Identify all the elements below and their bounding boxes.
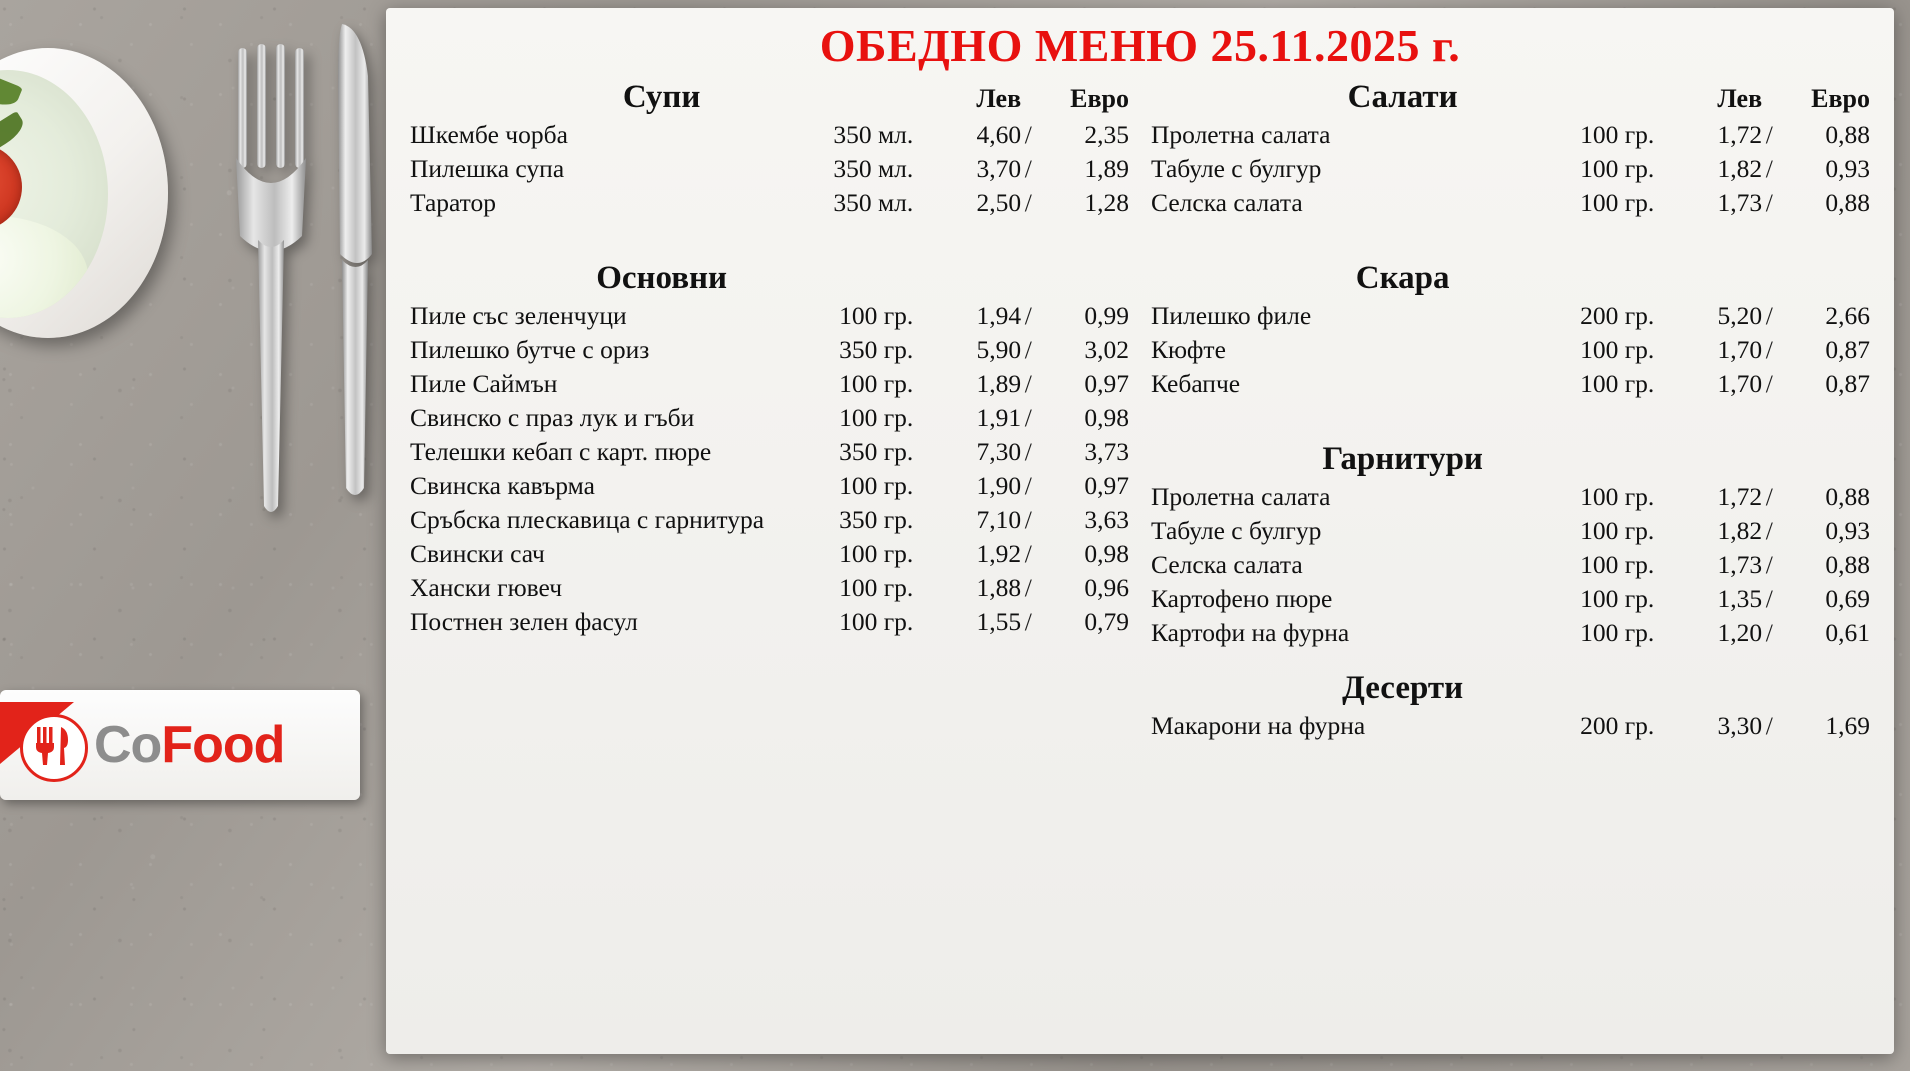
lettuce-leaf-icon: [0, 111, 28, 155]
menu-item-name: Телешки кебап с карт. пюре: [410, 436, 712, 466]
menu-item-price-euro: 0,97: [1084, 368, 1129, 398]
menu-item-quantity: 100 гр.: [1580, 153, 1655, 183]
menu-item-name: Пилешка супа: [410, 153, 565, 183]
menu-table-right: [1151, 77, 1870, 743]
menu-left-column: [410, 77, 1129, 743]
price-separator: /: [1024, 572, 1032, 602]
menu-item-row: [1151, 514, 1870, 548]
menu-item-quantity: 350 гр.: [839, 504, 914, 534]
logo-text-co: Co: [94, 716, 162, 774]
menu-item-row: [410, 605, 1129, 639]
menu-columns: [386, 73, 1894, 743]
menu-card: [386, 8, 1894, 1054]
menu-item-price-euro: 0,98: [1084, 402, 1129, 432]
menu-item-row: [410, 299, 1129, 333]
menu-item-quantity: 100 гр.: [839, 368, 914, 398]
menu-item-row: [1151, 480, 1870, 514]
column-header-lev: [1654, 258, 1762, 299]
menu-item-row: [1151, 152, 1870, 186]
menu-item-price-lev: 7,10: [976, 504, 1022, 534]
lettuce-leaf-icon: [0, 70, 23, 112]
page-title: ОБЕДНО МЕНЮ 25.11.2025 г.: [819, 20, 1461, 71]
menu-item-name: Картофено пюре: [1151, 583, 1333, 613]
price-separator: /: [1024, 334, 1032, 364]
menu-item-price-lev: 1,73: [1717, 187, 1763, 217]
menu-item-row: [410, 469, 1129, 503]
column-header-euro: [1777, 439, 1870, 480]
menu-item-name: Свинска кавърма: [410, 470, 595, 500]
price-separator: /: [1765, 549, 1773, 579]
menu-item-quantity: 350 гр.: [839, 334, 914, 364]
menu-item-name: Таратор: [410, 187, 496, 217]
menu-item-price-euro: 0,96: [1084, 572, 1129, 602]
section-title: Салати: [1347, 78, 1458, 115]
menu-item-price-euro: 1,89: [1084, 153, 1129, 183]
menu-item-name: Пиле Саймън: [410, 368, 558, 398]
price-separator: /: [1024, 153, 1032, 183]
logo-mark-icon: [10, 706, 88, 784]
menu-item-price-euro: 3,63: [1084, 504, 1129, 534]
menu-item-price-lev: 2,50: [976, 187, 1022, 217]
price-separator: /: [1765, 187, 1773, 217]
menu-item-name: Макарони на фурна: [1151, 710, 1366, 740]
menu-item-row: [410, 503, 1129, 537]
menu-item-price-lev: 1,72: [1717, 481, 1763, 511]
price-separator: /: [1024, 470, 1032, 500]
menu-item-row: [410, 186, 1129, 220]
price-separator: /: [1765, 515, 1773, 545]
price-separator: /: [1024, 368, 1032, 398]
menu-item-row: [410, 152, 1129, 186]
menu-item-price-euro: 0,87: [1825, 334, 1870, 364]
price-separator: /: [1765, 119, 1773, 149]
cutlery-icon: [23, 717, 79, 773]
menu-item-name: Кебапче: [1151, 368, 1241, 398]
menu-item-price-lev: 1,20: [1717, 617, 1763, 647]
menu-item-quantity: 100 гр.: [839, 470, 914, 500]
section-header-row: [410, 258, 1129, 299]
section-title: Десерти: [1342, 669, 1464, 706]
menu-item-name: Сръбска плескавица с гарнитура: [410, 504, 765, 534]
price-separator: /: [1765, 368, 1773, 398]
menu-item-name: Пилешко филе: [1151, 300, 1312, 330]
price-separator: /: [1765, 334, 1773, 364]
column-header-sep: [1021, 258, 1035, 299]
section-header-row: [1151, 77, 1870, 118]
menu-item-quantity: 100 гр.: [1580, 119, 1655, 149]
section-title: Основни: [596, 259, 728, 296]
menu-item-name: Свински сач: [410, 538, 545, 568]
price-separator: /: [1765, 481, 1773, 511]
price-separator: /: [1024, 300, 1032, 330]
section-spacer: [410, 220, 1129, 258]
section-header-row: [410, 77, 1129, 118]
menu-item-price-lev: 1,90: [976, 470, 1022, 500]
menu-item-price-lev: 1,55: [976, 606, 1022, 636]
menu-item-name: Селска салата: [1151, 187, 1303, 217]
menu-item-price-euro: 0,69: [1825, 583, 1870, 613]
menu-item-quantity: 350 мл.: [833, 153, 914, 183]
menu-item-price-euro: 2,66: [1825, 300, 1870, 330]
yogurt-dressing: [0, 216, 88, 318]
section-spacer: [1151, 650, 1870, 668]
menu-item-price-lev: 1,35: [1717, 583, 1763, 613]
menu-item-row: [410, 537, 1129, 571]
column-header-sep: [1762, 258, 1776, 299]
column-header-euro: [1777, 258, 1870, 299]
menu-item-row: [410, 571, 1129, 605]
menu-item-price-euro: 0,88: [1825, 187, 1870, 217]
column-header-sep: [1762, 668, 1776, 709]
column-header-lev: Лев: [976, 83, 1022, 113]
section-header-row: [1151, 258, 1870, 299]
menu-item-row: [1151, 333, 1870, 367]
fork-icon: [228, 40, 320, 520]
menu-item-name: Постнен зелен фасул: [410, 606, 638, 636]
price-separator: /: [1024, 402, 1032, 432]
price-separator: /: [1765, 583, 1773, 613]
menu-item-row: [1151, 118, 1870, 152]
menu-item-price-euro: 0,88: [1825, 481, 1870, 511]
menu-item-price-euro: 1,69: [1825, 710, 1870, 740]
menu-item-price-lev: 1,82: [1717, 515, 1763, 545]
menu-item-price-lev: 1,89: [976, 368, 1022, 398]
menu-item-quantity: 350 мл.: [833, 119, 914, 149]
menu-item-price-lev: 1,72: [1717, 119, 1763, 149]
menu-item-price-lev: 1,70: [1717, 368, 1763, 398]
menu-item-quantity: 100 гр.: [839, 538, 914, 568]
menu-item-row: [1151, 299, 1870, 333]
menu-item-quantity: 100 гр.: [1580, 368, 1655, 398]
menu-item-price-lev: 1,94: [976, 300, 1022, 330]
price-separator: /: [1024, 187, 1032, 217]
menu-item-row: [410, 367, 1129, 401]
menu-item-price-euro: 0,99: [1084, 300, 1129, 330]
menu-item-price-euro: 0,88: [1825, 549, 1870, 579]
menu-item-quantity: 100 гр.: [1580, 617, 1655, 647]
menu-item-row: [410, 118, 1129, 152]
menu-item-row: [1151, 582, 1870, 616]
menu-table-left: [410, 77, 1129, 639]
menu-item-price-lev: 1,73: [1717, 549, 1763, 579]
menu-item-quantity: 100 гр.: [839, 572, 914, 602]
menu-item-quantity: 350 мл.: [833, 187, 914, 217]
menu-item-quantity: 350 гр.: [839, 436, 914, 466]
price-separator: /: [1024, 119, 1032, 149]
menu-item-name: Селска салата: [1151, 549, 1303, 579]
menu-item-price-euro: 0,61: [1825, 617, 1870, 647]
menu-item-name: Кюфте: [1151, 334, 1226, 364]
section-title: Гарнитури: [1322, 440, 1483, 477]
price-separator: /: [1765, 153, 1773, 183]
menu-item-name: Картофи на фурна: [1151, 617, 1350, 647]
menu-item-name: Пилешко бутче с ориз: [410, 334, 650, 364]
menu-item-quantity: 100 гр.: [1580, 583, 1655, 613]
menu-item-quantity: 100 гр.: [1580, 334, 1655, 364]
column-header-lev: [1654, 668, 1762, 709]
column-header-sep: [1762, 77, 1776, 118]
menu-item-row: [410, 435, 1129, 469]
menu-item-name: Пролетна салата: [1151, 481, 1331, 511]
column-header-sep: [1021, 77, 1035, 118]
menu-item-price-euro: 0,98: [1084, 538, 1129, 568]
menu-item-row: [1151, 548, 1870, 582]
price-separator: /: [1765, 300, 1773, 330]
price-separator: /: [1024, 504, 1032, 534]
column-header-lev: Лев: [1717, 83, 1763, 113]
menu-item-quantity: 100 гр.: [839, 300, 914, 330]
price-separator: /: [1024, 538, 1032, 568]
menu-item-price-lev: 5,20: [1717, 300, 1763, 330]
menu-item-quantity: 100 гр.: [1580, 481, 1655, 511]
menu-item-price-euro: 3,73: [1084, 436, 1129, 466]
section-title: Скара: [1355, 259, 1450, 296]
menu-item-price-euro: 0,93: [1825, 515, 1870, 545]
menu-item-row: [1151, 367, 1870, 401]
column-header-sep: [1762, 439, 1776, 480]
logo-text-food: Food: [161, 716, 285, 774]
section-header-row: [1151, 668, 1870, 709]
column-header-euro: Евро: [1811, 83, 1870, 113]
menu-item-price-euro: 1,28: [1084, 187, 1129, 217]
column-header-lev: [1654, 439, 1762, 480]
menu-item-name: Табуле с булгур: [1151, 153, 1322, 183]
menu-item-price-lev: 1,70: [1717, 334, 1763, 364]
menu-item-price-euro: 2,35: [1084, 119, 1129, 149]
menu-item-quantity: 100 гр.: [1580, 187, 1655, 217]
menu-item-price-lev: 1,92: [976, 538, 1022, 568]
column-header-lev: [913, 258, 1021, 299]
menu-item-price-euro: 0,79: [1084, 606, 1129, 636]
price-separator: /: [1024, 606, 1032, 636]
menu-item-price-lev: 5,90: [976, 334, 1022, 364]
menu-item-row: [410, 401, 1129, 435]
menu-item-row: [1151, 616, 1870, 650]
menu-item-price-euro: 0,97: [1084, 470, 1129, 500]
menu-item-price-euro: 0,87: [1825, 368, 1870, 398]
menu-item-name: Табуле с булгур: [1151, 515, 1322, 545]
menu-item-row: [1151, 709, 1870, 743]
price-separator: /: [1765, 617, 1773, 647]
section-title: Супи: [622, 78, 701, 115]
price-separator: /: [1024, 436, 1032, 466]
column-header-euro: [1036, 258, 1129, 299]
column-header-euro: Евро: [1070, 83, 1129, 113]
menu-item-row: [410, 333, 1129, 367]
menu-item-name: Хански гювеч: [410, 572, 563, 602]
section-spacer: [1151, 401, 1870, 439]
section-header-row: [1151, 439, 1870, 480]
menu-item-quantity: 100 гр.: [839, 402, 914, 432]
menu-item-name: Пиле със зеленчуци: [410, 300, 627, 330]
menu-item-price-lev: 3,30: [1717, 710, 1763, 740]
menu-item-name: Пролетна салата: [1151, 119, 1331, 149]
menu-item-price-lev: 1,91: [976, 402, 1022, 432]
menu-item-quantity: 100 гр.: [1580, 549, 1655, 579]
column-header-euro: [1777, 668, 1870, 709]
section-spacer: [1151, 220, 1870, 258]
menu-item-price-lev: 4,60: [976, 119, 1022, 149]
menu-item-quantity: 200 гр.: [1580, 300, 1655, 330]
menu-item-price-euro: 0,88: [1825, 119, 1870, 149]
menu-item-price-lev: 3,70: [976, 153, 1022, 183]
menu-item-price-lev: 1,82: [1717, 153, 1763, 183]
menu-item-price-euro: 3,02: [1084, 334, 1129, 364]
menu-item-price-lev: 7,30: [976, 436, 1022, 466]
menu-item-price-lev: 1,88: [976, 572, 1022, 602]
price-separator: /: [1765, 710, 1773, 740]
menu-item-row: [1151, 186, 1870, 220]
menu-right-column: [1151, 77, 1870, 743]
menu-item-price-euro: 0,93: [1825, 153, 1870, 183]
menu-item-name: Шкембе чорба: [410, 119, 568, 149]
menu-item-quantity: 200 гр.: [1580, 710, 1655, 740]
menu-item-quantity: 100 гр.: [839, 606, 914, 636]
menu-item-name: Свинско с праз лук и гъби: [410, 402, 695, 432]
menu-item-quantity: 100 гр.: [1580, 515, 1655, 545]
brand-logo: [0, 690, 360, 800]
